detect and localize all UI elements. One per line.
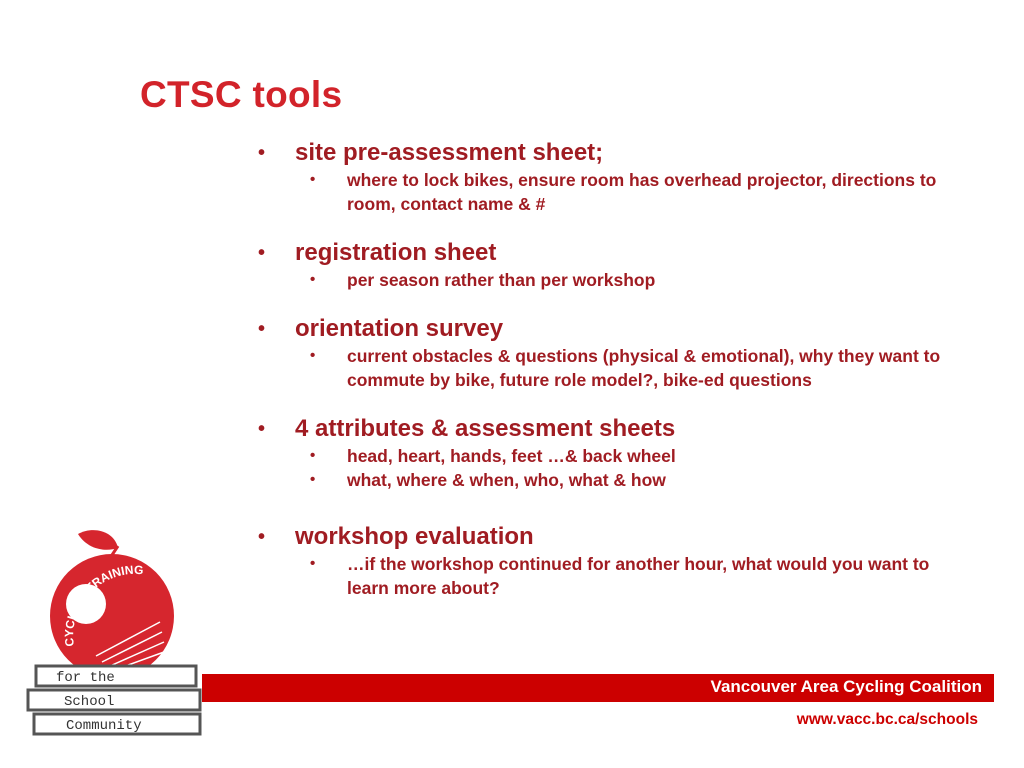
book-label: for the	[56, 670, 115, 686]
bullet-label: 4 attributes & assessment sheets	[295, 415, 676, 442]
list-item	[258, 314, 998, 392]
bullet-icon: •	[258, 526, 266, 548]
apple-leaf-icon	[78, 530, 118, 550]
bullet-label: orientation survey	[295, 315, 504, 342]
cycling-training-logo	[22, 528, 204, 742]
footer-url-link[interactable]: www.vacc.bc.ca/schools	[796, 711, 978, 728]
book-label: Community	[66, 718, 142, 734]
sub-bullet-text: where to lock bikes, ensure room has overhead projector, directions to room, contact name & #	[347, 170, 937, 214]
footer-org-name: Vancouver Area Cycling Coalition	[710, 677, 982, 696]
bullet-label: registration sheet	[295, 239, 497, 266]
sub-bullet-text: current obstacles & questions (physical & emotional), why they want to commute by bike, future role model?, bike-ed questions	[347, 346, 941, 390]
bullet-icon: •	[258, 142, 266, 164]
bullet-icon: •	[258, 242, 266, 264]
footer-bar	[202, 674, 994, 702]
sub-bullet-icon: •	[310, 471, 316, 488]
sub-bullet-icon: •	[310, 271, 316, 288]
book-stack-icon	[28, 666, 200, 734]
bullet-label: workshop evaluation	[295, 523, 534, 550]
sub-bullet-icon: •	[310, 347, 316, 364]
book-label: School	[64, 694, 115, 710]
list-item	[258, 238, 998, 292]
bullet-list	[258, 138, 998, 622]
bullet-icon: •	[258, 318, 266, 340]
sub-bullet-text: …if the workshop continued for another hour, what would you want to learn more about?	[347, 554, 930, 598]
sub-bullet-icon: •	[310, 171, 316, 188]
sub-bullet-text: what, where & when, who, what & how	[347, 470, 666, 490]
sub-bullet-icon: •	[310, 555, 316, 572]
slide-title: CTSC tools	[140, 74, 343, 115]
bullet-label: site pre-assessment sheet;	[295, 139, 604, 166]
sub-bullet-text: head, heart, hands, feet …& back wheel	[347, 446, 676, 466]
logo-arc-text: CYCLING TRAINING	[62, 562, 144, 648]
sub-bullet-text: per season rather than per workshop	[347, 270, 656, 290]
sub-bullet-icon: •	[310, 447, 316, 464]
bullet-icon: •	[258, 418, 266, 440]
list-item	[258, 414, 998, 492]
list-item	[258, 138, 998, 216]
list-item	[258, 522, 998, 600]
